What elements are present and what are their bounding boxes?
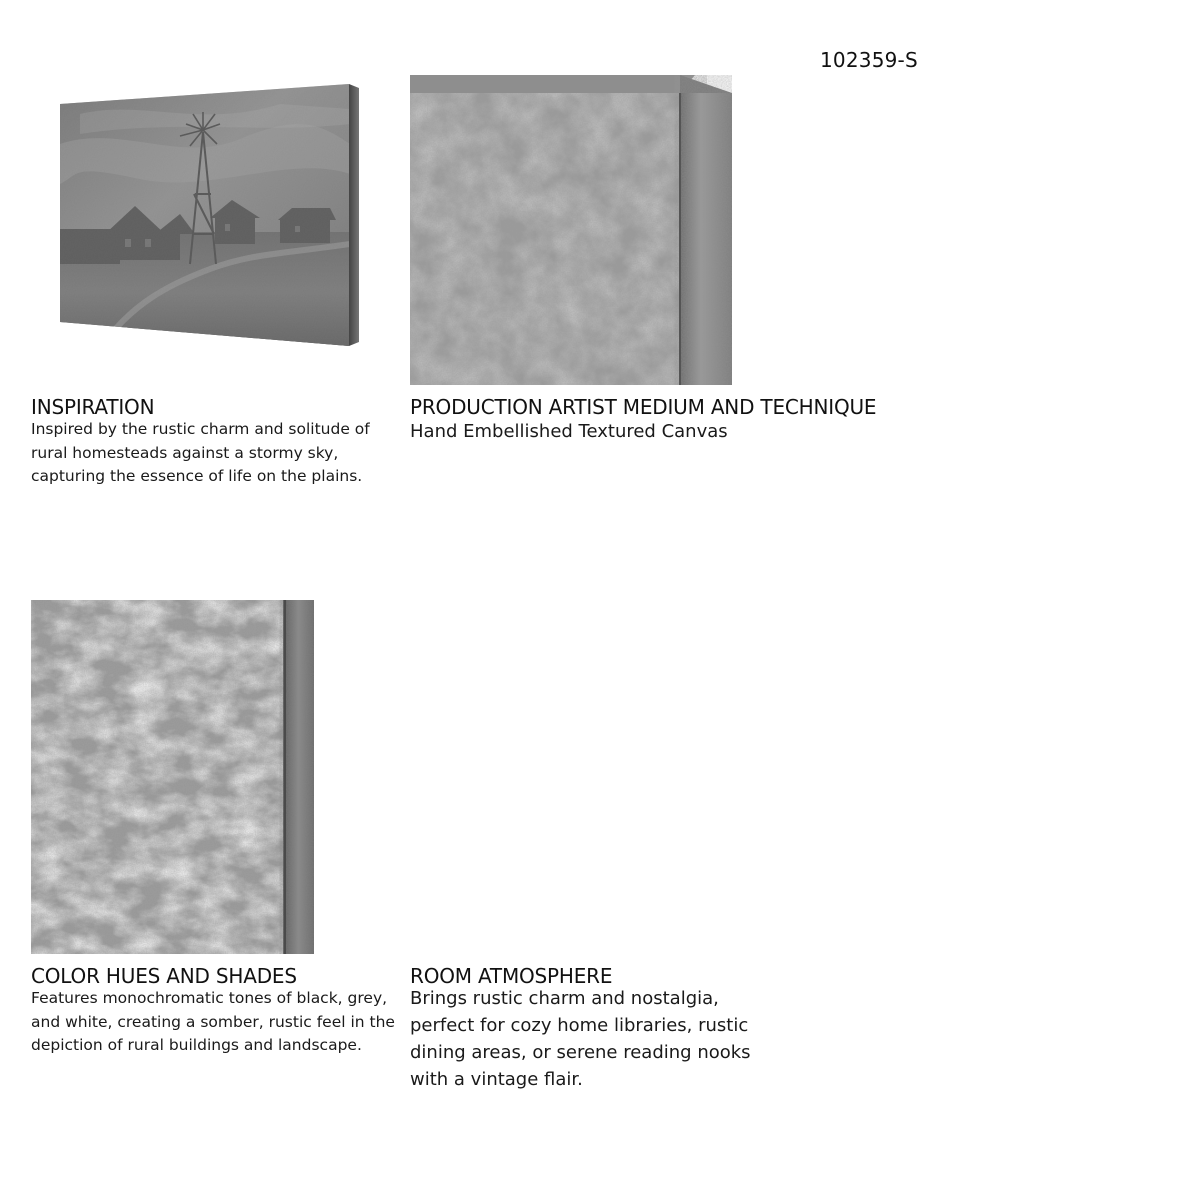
texture-closeup-picture: [31, 600, 314, 954]
room-line: Brings rustic charm and nostalgia,: [410, 988, 719, 1009]
product-sku: 102359-S: [820, 48, 918, 72]
production-text: [410, 418, 728, 445]
inspiration-line: rural homesteads against a stormy sky,: [31, 443, 339, 462]
inspiration-line: capturing the essence of life on the plains.: [31, 467, 363, 485]
windmill-homestead-picture: [60, 84, 360, 352]
artwork-canvas-image: [60, 84, 360, 352]
color-text: [31, 987, 395, 1058]
room-text: [410, 985, 751, 1093]
room-line: with a vintage flair.: [410, 1069, 583, 1090]
inspiration-heading: INSPIRATION: [31, 395, 155, 419]
room-line: perfect for cozy home libraries, rustic: [410, 1015, 749, 1036]
canvas-corner-detail-image: [410, 75, 732, 385]
inspiration-line: Inspired by the rustic charm and solitude of: [31, 420, 370, 438]
production-heading: PRODUCTION ARTIST MEDIUM AND TECHNIQUE: [410, 395, 877, 419]
color-line: Features monochromatic tones of black, grey,: [31, 989, 388, 1007]
color-heading: COLOR HUES AND SHADES: [31, 964, 297, 988]
corner-texture-picture: [410, 75, 732, 385]
production-line: Hand Embellished Textured Canvas: [410, 421, 728, 442]
color-line: depiction of rural buildings and landscape.: [31, 1036, 362, 1054]
room-heading: ROOM ATMOSPHERE: [410, 964, 613, 988]
room-line: dining areas, or serene reading nooks: [410, 1042, 751, 1063]
inspiration-text: [31, 418, 370, 489]
color-line: and white, creating a somber, rustic feel in the: [31, 1012, 395, 1031]
canvas-texture-closeup-image: [31, 600, 314, 954]
